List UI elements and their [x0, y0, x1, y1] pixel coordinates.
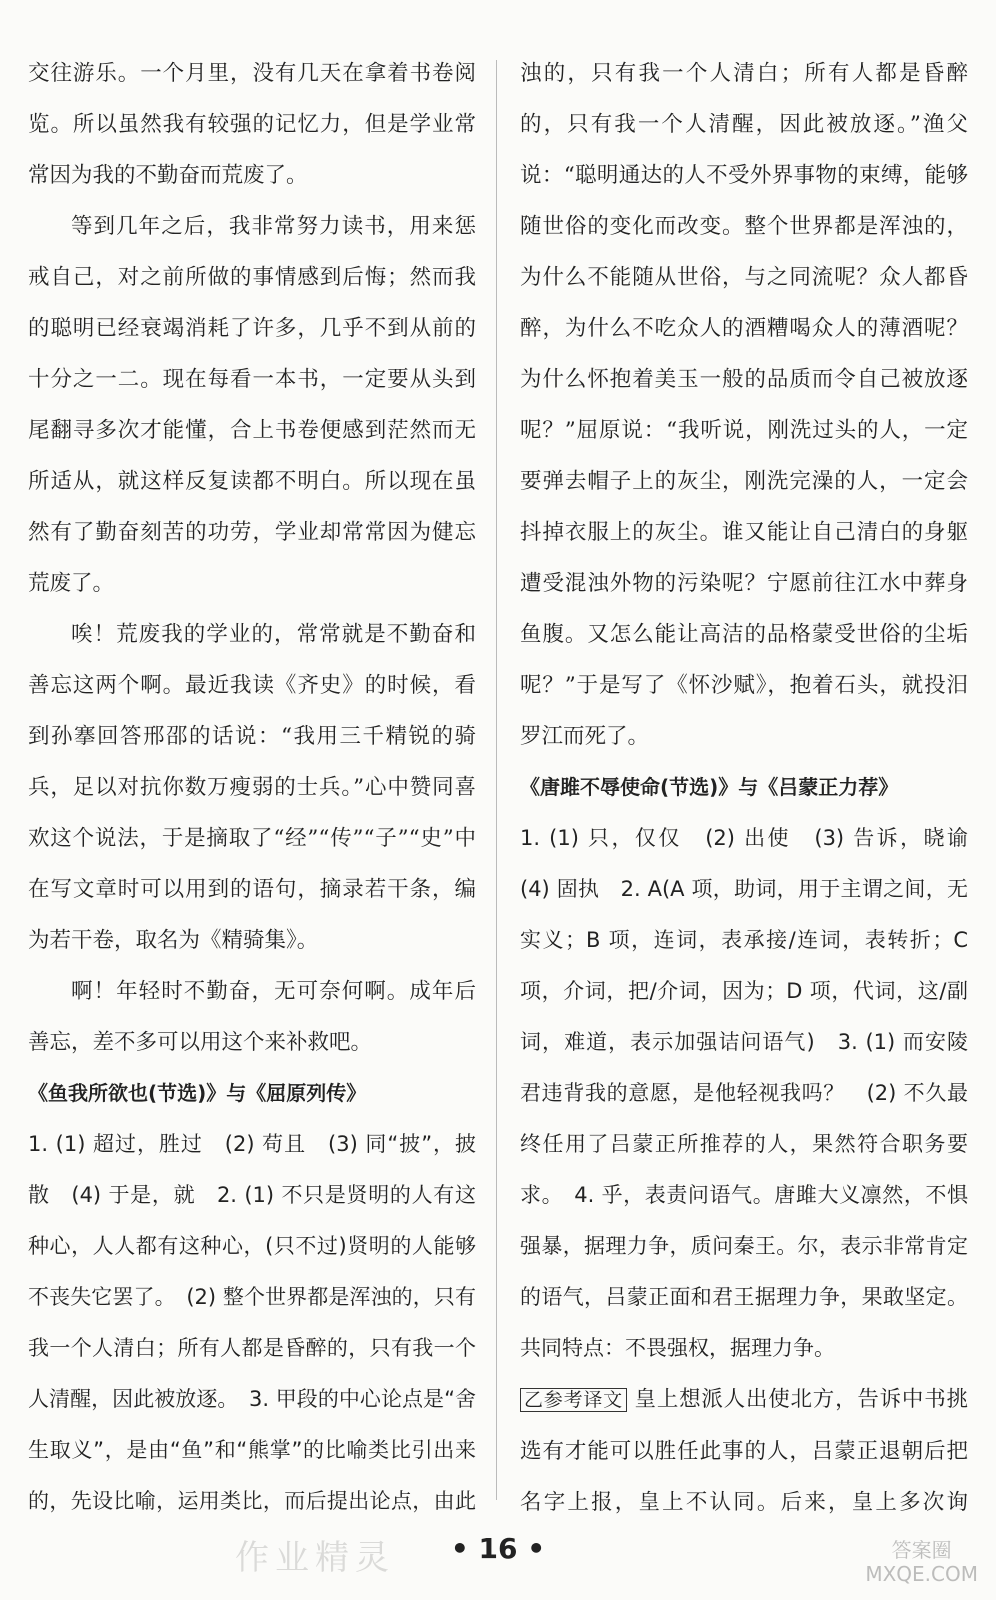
page-number: • 16 •	[450, 1532, 546, 1565]
column-divider	[496, 60, 497, 1500]
paragraph: 唉！荒废我的学业的，常常就是不勤奋和善忘这两个啊。最近我读《齐史》的时候，看到孙搴回答邢邵的话说：“我用三千精锐的骑兵，足以对抗你数万瘦弱的士兵。”心中赞同喜欢这个说法，于是摘取了“经”“传”“子”“史”中在写文章时可以用到的语句，摘录若干条，编为若干卷，取名为《精骑集》。	[28, 622, 476, 953]
paragraph: 啊！年轻时不勤奋，无可奈何啊。成年后善忘，差不多可以用这个来补救吧。	[28, 979, 476, 1055]
paragraph: 交往游乐。一个月里，没有几天在拿着书卷阅览。所以虽然我有较强的记忆力，但是学业常常因为我的不勤奋而荒废了。	[28, 61, 476, 188]
paragraph: 浊的，只有我一个人清白；所有人都是昏醉的，只有我一个人清醒，因此被放逐。”渔父说：“聪明通达的人不受外界事物的束缚，能够随世俗的变化而改变。整个世界都是浑浊的，为什么不能随从世俗，与之同流呢？众人都昏醉，为什么不吃众人的酒糟喝众人的薄酒呢？为什么怀抱着美玉一般的品质而令自己被放逐呢？”屈原说：“我听说，刚洗过头的人，一定要弹去帽子上的灰尘，刚洗完澡的人，一定会抖掉衣服上的灰尘。谁又能让自己清白的身躯遭受混浊外物的污染呢？宁愿前往江水中葬身鱼腹。又怎么能让高洁的品格蒙受世俗的尘垢呢？”于是写了《怀沙赋》，抱着石头，就投汨罗江而死了。	[520, 61, 968, 749]
watermark-text: 作业精灵	[235, 1538, 395, 1578]
translation-text: 皇上想派人出使北方，告诉中书挑选有才能可以胜任此事的人，吕蒙正退朝后把名字上报，皇上不认同。后来，皇上多次询	[520, 1387, 968, 1515]
translation-tag: 乙参考译文	[520, 1388, 627, 1412]
answer-block: 1. (1) 超过，胜过 (2) 苟且 (3) 同“披”，披散 (4) 于是，就 2. (1) 不只是贤明的人有这种心，人人都有这种心，(只不过)贤明的人能够不丧失它罢了。 (2) 整个世界都是浑浊的，只有我一个人清白；所有人都是昏醉的，只有我一个人清醒，因此被放逐。 3. 甲段的中心论点是“舍生取义”，是由“鱼”和“熊掌”的比喻类比引出来的，先设比喻，运用类比，而后提出论点，由此	[28, 1132, 476, 1513]
section-heading: 《唐雎不辱使命(节选)》与《吕蒙正力荐》	[520, 775, 899, 799]
left-column	[28, 48, 476, 1530]
answer-block: 1. (1) 只，仅仅 (2) 出使 (3) 告诉，晓谕 (4) 固执 2. A(A 项，助词，用于主谓之间，无实义；B 项，连词，表承接/连词，表转折；C 项，介词，把/介词，因为；D 项，代词，这/副词，难道，表示加强诘问语气) 3. (1) 而安陵君违背我的意愿，是他轻视我吗？ (2) 不久最终任用了吕蒙正所推荐的人，果然符合职务要求。 4. 乎，表责问语气。唐雎大义凛然，不惧强暴，据理力争，质问秦王。尔，表示非常肯定的语气，吕蒙正面和君王据理力争，果敢坚定。共同特点：不畏强权，据理力争。	[520, 826, 968, 1360]
right-column	[520, 48, 968, 1530]
paragraph: 等到几年之后，我非常努力读书，用来惩戒自己，对之前所做的事情感到后悔；然而我的聪明已经衰竭消耗了许多，几乎不到从前的十分之一二。现在每看一本书，一定要从头到尾翻寻多次才能懂，合上书卷便感到茫然而无所适从，就这样反复读都不明白。所以现在虽然有了勤奋刻苦的功劳，学业却常常因为健忘荒废了。	[28, 214, 476, 596]
translation-block	[520, 1374, 968, 1530]
watermark-logo: 答案圈 MXQE.COM	[865, 1538, 978, 1586]
section-heading: 《鱼我所欲也(节选)》与《屈原列传》	[28, 1081, 367, 1105]
